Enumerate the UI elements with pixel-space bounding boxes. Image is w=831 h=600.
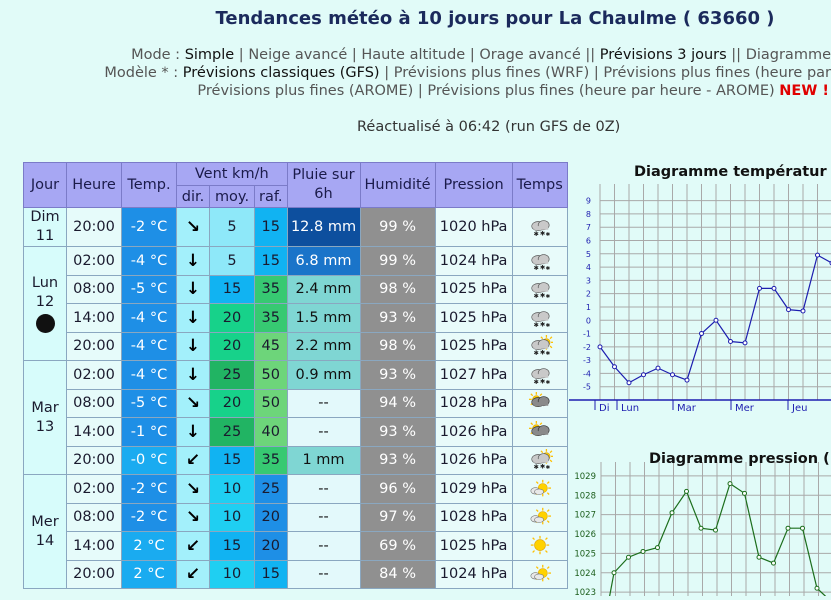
col-dir: dir.	[177, 186, 210, 208]
weather-cell	[512, 275, 567, 304]
new-moon-icon	[36, 314, 55, 333]
y-tick-label: 7	[586, 223, 591, 232]
pressure-point	[670, 511, 674, 515]
pressure-cell: 1025 hPa	[435, 304, 512, 333]
humidity-cell: 93 %	[360, 418, 435, 447]
mode-orage-link[interactable]: Orage avancé	[479, 47, 580, 63]
temp-cell: -1 °C	[122, 418, 177, 447]
day-cell	[24, 361, 67, 475]
pressure-point	[685, 489, 689, 493]
table-row	[24, 532, 568, 561]
y-tick-label: 8	[586, 210, 591, 219]
weather-cell	[512, 503, 567, 532]
overcast-sun-icon	[527, 421, 553, 443]
hour-cell: 14:00	[67, 418, 122, 447]
hour-cell: 20:00	[67, 446, 122, 475]
wind-mean-cell: 10	[210, 475, 255, 504]
update-time: Réactualisé à 06:42 (run GFS de 0Z)	[357, 119, 620, 135]
pressure-point	[714, 528, 718, 532]
wind-arrow-icon: ↙	[186, 564, 200, 584]
table-row	[24, 247, 568, 276]
svg-text:✱: ✱	[545, 379, 550, 386]
humidity-cell: 93 %	[360, 304, 435, 333]
temperature-point	[816, 253, 820, 257]
svg-text:✱: ✱	[540, 292, 545, 300]
wind-arrow-icon: ↓	[186, 279, 200, 299]
mode-nav: Mode : Simple | Neige avancé | Haute altitude | Orage avancé || Prévisions 3 jours || Diagramme	[131, 47, 831, 63]
pressure-point	[641, 549, 645, 553]
pressure-cell: 1026 hPa	[435, 418, 512, 447]
pressure-chart-title: Diagramme pression (	[649, 451, 830, 467]
day-number: 12	[36, 294, 54, 310]
pressure-point	[728, 482, 732, 486]
humidity-cell: 96 %	[360, 475, 435, 504]
wind-mean-cell: 15	[210, 275, 255, 304]
hour-cell: 20:00	[67, 332, 122, 361]
weather-cell	[512, 332, 567, 361]
wind-gust-cell: 35	[255, 304, 288, 333]
mode-3jours-link[interactable]: Prévisions 3 jours	[600, 47, 727, 63]
wind-dir-cell	[177, 332, 210, 361]
hour-cell: 02:00	[67, 475, 122, 504]
mode-simple-link[interactable]: Simple	[185, 47, 235, 63]
svg-text:✱: ✱	[533, 321, 538, 329]
pressure-cell: 1028 hPa	[435, 389, 512, 418]
pressure-point	[656, 546, 660, 550]
y-tick-label: -5	[583, 383, 591, 392]
pressure-cell: 1025 hPa	[435, 275, 512, 304]
wind-dir-cell	[177, 304, 210, 333]
wind-gust-cell: 20	[255, 503, 288, 532]
col-raf: raf.	[255, 186, 288, 208]
temperature-point	[801, 309, 805, 313]
rain-cell: 2.2 mm	[287, 332, 360, 361]
pressure-point	[627, 555, 631, 559]
pressure-point	[772, 561, 776, 565]
day-cell	[24, 247, 67, 361]
col-heure: Heure	[67, 163, 122, 208]
wind-gust-cell: 15	[255, 560, 288, 589]
humidity-cell: 99 %	[360, 247, 435, 276]
y-tick-label: -3	[583, 356, 591, 365]
col-pluie: Pluie sur 6h	[287, 163, 360, 208]
col-humidite: Humidité	[360, 163, 435, 208]
temperature-point	[642, 373, 646, 377]
mode-diagramme-link[interactable]: Diagramme	[746, 47, 831, 63]
model-gfs-link[interactable]: Prévisions classiques (GFS)	[183, 65, 380, 81]
wind-dir-cell	[177, 532, 210, 561]
page-title: Tendances météo à 10 jours pour La Chaulme ( 63660 )	[0, 8, 831, 29]
partly-sunny-icon	[527, 478, 553, 500]
pressure-cell: 1029 hPa	[435, 475, 512, 504]
humidity-cell: 98 %	[360, 332, 435, 361]
wind-gust-cell: 35	[255, 446, 288, 475]
snow-cloud-icon	[527, 307, 553, 329]
humidity-cell: 94 %	[360, 389, 435, 418]
temp-cell: -2 °C	[122, 475, 177, 504]
temperature-chart-title: Diagramme températur	[634, 164, 827, 180]
table-row	[24, 304, 568, 333]
wind-mean-cell: 10	[210, 503, 255, 532]
snow-cloud-icon	[527, 250, 553, 272]
humidity-cell: 99 %	[360, 208, 435, 247]
rain-cell: 1.5 mm	[287, 304, 360, 333]
y-tick-label: 1023	[574, 588, 596, 596]
svg-text:✱: ✱	[540, 229, 545, 237]
wind-gust-cell: 35	[255, 275, 288, 304]
pressure-cell: 1024 hPa	[435, 560, 512, 589]
table-row	[24, 475, 568, 504]
humidity-cell: 98 %	[360, 275, 435, 304]
x-tick-label: Lun	[621, 403, 639, 414]
x-tick-label: Jeu	[791, 403, 807, 414]
wind-dir-cell	[177, 208, 210, 247]
rain-cell: --	[287, 560, 360, 589]
mode-neige-link[interactable]: Neige avancé	[248, 47, 347, 63]
table-row	[24, 275, 568, 304]
pressure-cell: 1024 hPa	[435, 247, 512, 276]
wind-mean-cell: 25	[210, 418, 255, 447]
rain-cell: --	[287, 503, 360, 532]
temp-cell: -4 °C	[122, 247, 177, 276]
wind-arrow-icon: ↙	[186, 536, 200, 556]
wind-arrow-icon: ↓	[186, 336, 200, 356]
table-row	[24, 361, 568, 390]
svg-text:✱: ✱	[545, 293, 550, 300]
sun-icon	[527, 535, 553, 557]
weather-cell	[512, 304, 567, 333]
y-tick-label: 5	[586, 250, 591, 259]
pressure-cell: 1020 hPa	[435, 208, 512, 247]
y-tick-label: 1025	[574, 549, 596, 559]
wind-arrow-icon: ↓	[186, 251, 200, 271]
y-tick-label: 4	[586, 263, 591, 272]
svg-text:✱: ✱	[540, 349, 545, 357]
weather-cell	[512, 418, 567, 447]
mode-label: Mode :	[131, 47, 180, 63]
temp-cell: -5 °C	[122, 389, 177, 418]
temperature-point	[758, 286, 762, 290]
temperature-point	[613, 365, 617, 369]
model-label: Modèle * :	[104, 65, 178, 81]
wind-dir-cell	[177, 389, 210, 418]
wind-gust-cell: 50	[255, 361, 288, 390]
weather-cell	[512, 247, 567, 276]
pressure-cell: 1025 hPa	[435, 532, 512, 561]
svg-text:✱: ✱	[533, 230, 538, 238]
wind-dir-cell	[177, 361, 210, 390]
y-tick-label: -2	[583, 343, 591, 352]
snow-sun-icon	[527, 449, 553, 471]
svg-text:✱: ✱	[545, 464, 550, 471]
temp-cell: 2 °C	[122, 532, 177, 561]
svg-text:✱: ✱	[540, 463, 545, 471]
y-tick-label: -4	[583, 369, 591, 378]
svg-text:✱: ✱	[533, 378, 538, 386]
table-row	[24, 418, 568, 447]
wind-dir-cell	[177, 446, 210, 475]
hour-cell: 14:00	[67, 304, 122, 333]
model-arome-link[interactable]: Prévisions plus fines (AROME)	[197, 83, 413, 99]
wind-gust-cell: 15	[255, 208, 288, 247]
y-tick-label: 1028	[574, 491, 596, 501]
temp-cell: -5 °C	[122, 275, 177, 304]
temp-cell: -2 °C	[122, 503, 177, 532]
day-cell	[24, 475, 67, 589]
wind-dir-cell	[177, 418, 210, 447]
rain-cell: 1 mm	[287, 446, 360, 475]
col-vent: Vent km/h	[177, 163, 288, 186]
pressure-point	[699, 526, 703, 530]
hour-cell: 20:00	[67, 208, 122, 247]
table-row	[24, 560, 568, 589]
pressure-point	[786, 526, 790, 530]
wind-mean-cell: 15	[210, 532, 255, 561]
temperature-point	[729, 340, 733, 344]
table-row	[24, 332, 568, 361]
wind-arrow-icon: ↙	[186, 450, 200, 470]
svg-text:✱: ✱	[545, 322, 550, 329]
temp-cell: -4 °C	[122, 361, 177, 390]
wind-arrow-icon: ↘	[186, 507, 200, 527]
mode-altitude-link[interactable]: Haute altitude	[361, 47, 465, 63]
wind-dir-cell	[177, 247, 210, 276]
wind-gust-cell: 50	[255, 389, 288, 418]
hour-cell: 02:00	[67, 361, 122, 390]
hour-cell: 14:00	[67, 532, 122, 561]
y-tick-label: 1027	[574, 511, 596, 521]
pressure-point	[612, 571, 616, 575]
pressure-cell: 1026 hPa	[435, 446, 512, 475]
weather-cell	[512, 361, 567, 390]
table-row	[24, 446, 568, 475]
humidity-cell: 93 %	[360, 361, 435, 390]
svg-text:✱: ✱	[540, 320, 545, 328]
temperature-point	[656, 366, 660, 370]
col-temps: Temps	[512, 163, 567, 208]
wind-mean-cell: 20	[210, 304, 255, 333]
wind-mean-cell: 5	[210, 208, 255, 247]
y-tick-label: 9	[586, 197, 591, 206]
temperature-point	[671, 373, 675, 377]
wind-arrow-icon: ↓	[186, 422, 200, 442]
y-tick-label: 6	[586, 237, 591, 246]
y-tick-label: 1024	[574, 569, 596, 579]
weather-cell	[512, 446, 567, 475]
wind-arrow-icon: ↘	[186, 217, 200, 237]
wind-mean-cell: 5	[210, 247, 255, 276]
rain-cell: --	[287, 475, 360, 504]
y-tick-label: 3	[586, 276, 591, 285]
wind-mean-cell: 20	[210, 332, 255, 361]
humidity-cell: 97 %	[360, 503, 435, 532]
day-name: Mar	[31, 400, 58, 416]
wind-gust-cell: 15	[255, 247, 288, 276]
partly-sunny-icon	[527, 563, 553, 585]
temp-cell: -4 °C	[122, 304, 177, 333]
wind-gust-cell: 40	[255, 418, 288, 447]
wind-arrow-icon: ↓	[186, 308, 200, 328]
col-jour: Jour	[24, 163, 67, 208]
snow-cloud-icon	[527, 278, 553, 300]
weather-cell	[512, 208, 567, 247]
temperature-point	[627, 381, 631, 385]
svg-text:✱: ✱	[540, 377, 545, 385]
svg-text:✱: ✱	[533, 292, 538, 300]
svg-text:✱: ✱	[545, 231, 550, 238]
wind-arrow-icon: ↘	[186, 393, 200, 413]
humidity-cell: 84 %	[360, 560, 435, 589]
pressure-point	[743, 491, 747, 495]
y-tick-label: 2	[586, 290, 591, 299]
svg-text:✱: ✱	[545, 265, 550, 272]
svg-text:✱: ✱	[533, 264, 538, 272]
col-moy: moy.	[210, 186, 255, 208]
temperature-point	[787, 308, 791, 312]
table-row	[24, 389, 568, 418]
table-row	[24, 208, 568, 247]
temperature-point	[714, 318, 718, 322]
svg-text:✱: ✱	[540, 263, 545, 271]
rain-cell: --	[287, 418, 360, 447]
y-tick-label: 1	[586, 303, 591, 312]
wind-mean-cell: 25	[210, 361, 255, 390]
wind-dir-cell	[177, 475, 210, 504]
wind-arrow-icon: ↘	[186, 479, 200, 499]
col-temp: Temp.	[122, 163, 177, 208]
hour-cell: 08:00	[67, 389, 122, 418]
svg-text:✱: ✱	[545, 350, 550, 357]
pressure-chart	[565, 462, 831, 596]
pressure-chart-svg	[565, 462, 831, 596]
rain-cell: 6.8 mm	[287, 247, 360, 276]
day-cell	[24, 208, 67, 247]
svg-text:✱: ✱	[533, 463, 538, 471]
humidity-cell: 93 %	[360, 446, 435, 475]
snow-cloud-icon	[527, 216, 553, 238]
rain-cell: 12.8 mm	[287, 208, 360, 247]
x-tick-label: Mar	[677, 403, 697, 414]
weather-cell	[512, 532, 567, 561]
table-row	[24, 503, 568, 532]
model-nav-2: Prévisions plus fines (AROME) | Prévisions plus fines (heure par heure - AROME) NEW !	[197, 83, 829, 99]
pressure-cell: 1025 hPa	[435, 332, 512, 361]
y-tick-label: -1	[583, 330, 591, 339]
weather-cell	[512, 475, 567, 504]
snow-sun-icon	[527, 335, 553, 357]
temperature-point	[743, 341, 747, 345]
snow-cloud-icon	[527, 364, 553, 386]
model-wrf-link[interactable]: Prévisions plus fines (WRF)	[394, 65, 590, 81]
y-tick-label: 1029	[574, 472, 596, 482]
rain-cell: --	[287, 389, 360, 418]
pressure-cell: 1027 hPa	[435, 361, 512, 390]
temperature-chart	[565, 174, 831, 424]
temperature-point	[700, 332, 704, 336]
day-number: 11	[36, 228, 54, 244]
new-badge: NEW !	[779, 83, 829, 99]
day-number: 14	[36, 533, 54, 549]
rain-cell: --	[287, 532, 360, 561]
weather-cell	[512, 389, 567, 418]
rain-cell: 0.9 mm	[287, 361, 360, 390]
wind-dir-cell	[177, 503, 210, 532]
temperature-chart-svg	[565, 174, 831, 424]
temperature-point	[685, 378, 689, 382]
humidity-cell: 69 %	[360, 532, 435, 561]
overcast-sun-icon	[527, 392, 553, 414]
wind-mean-cell: 10	[210, 560, 255, 589]
temperature-point	[598, 345, 602, 349]
y-tick-label: 1026	[574, 530, 596, 540]
pressure-point	[757, 555, 761, 559]
wind-gust-cell: 45	[255, 332, 288, 361]
col-pression: Pression	[435, 163, 512, 208]
wind-gust-cell: 20	[255, 532, 288, 561]
hour-cell: 08:00	[67, 275, 122, 304]
temp-cell: -0 °C	[122, 446, 177, 475]
model-hourly-link[interactable]: Prévisions plus fines (heure par	[603, 65, 831, 81]
pressure-point	[801, 526, 805, 530]
svg-text:✱: ✱	[533, 349, 538, 357]
wind-arrow-icon: ↓	[186, 365, 200, 385]
wind-mean-cell: 20	[210, 389, 255, 418]
temp-cell: 2 °C	[122, 560, 177, 589]
temperature-point	[772, 286, 776, 290]
pressure-point	[815, 586, 819, 590]
forecast-table	[23, 162, 568, 589]
day-name: Dim	[30, 209, 59, 225]
pressure-cell: 1028 hPa	[435, 503, 512, 532]
wind-dir-cell	[177, 275, 210, 304]
day-number: 13	[36, 419, 54, 435]
weather-cell	[512, 560, 567, 589]
temp-cell: -4 °C	[122, 332, 177, 361]
x-tick-label: Mer	[735, 403, 755, 414]
pressure-series-line	[600, 484, 831, 596]
y-tick-label: 0	[586, 316, 591, 325]
wind-gust-cell: 25	[255, 475, 288, 504]
day-name: Lun	[32, 275, 58, 291]
wind-dir-cell	[177, 560, 210, 589]
hour-cell: 08:00	[67, 503, 122, 532]
partly-sunny-icon	[527, 506, 553, 528]
hour-cell: 20:00	[67, 560, 122, 589]
model-nav: Modèle * : Prévisions classiques (GFS) | Prévisions plus fines (WRF) | Prévisions plus fines (heure par	[104, 65, 831, 81]
model-arome-hourly-link[interactable]: Prévisions plus fines (heure par heure - AROME)	[427, 83, 774, 99]
temp-cell: -2 °C	[122, 208, 177, 247]
x-tick-label: Di	[599, 403, 609, 414]
rain-cell: 2.4 mm	[287, 275, 360, 304]
wind-mean-cell: 15	[210, 446, 255, 475]
day-name: Mer	[31, 514, 58, 530]
hour-cell: 02:00	[67, 247, 122, 276]
